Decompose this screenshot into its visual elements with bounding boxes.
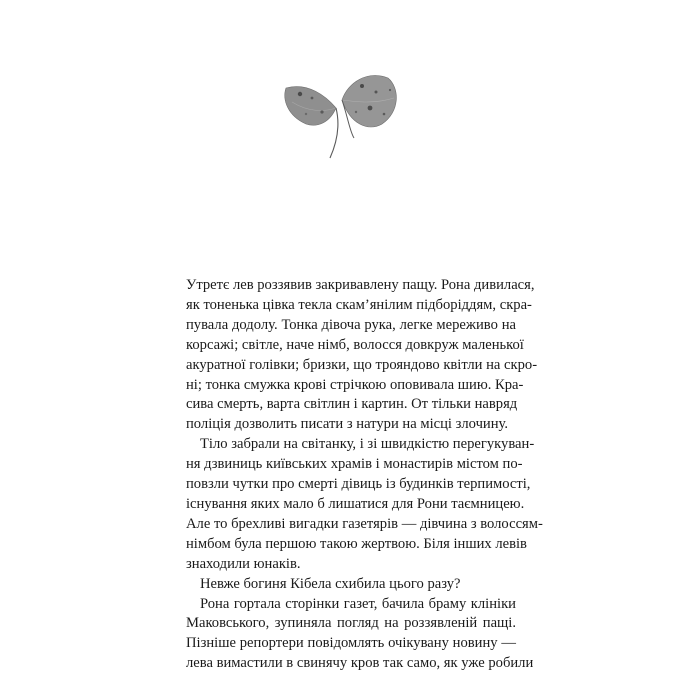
- text-line: знаходили юнаків.: [186, 555, 301, 572]
- ginkgo-leaves-icon: [278, 68, 408, 168]
- text-line: повзли чутки про смерті дівиць із будинків терпимості,: [186, 476, 531, 493]
- text-line: корсажі; світле, наче німб, волосся довкруж маленької: [186, 336, 524, 353]
- text-line: пувала додолу. Тонка дівоча рука, легке мереживо на: [186, 316, 516, 333]
- text-line: Але то брехливі вигадки газетярів — дівчина з волоссям-: [186, 515, 543, 532]
- text-line: Маковського, зупиняла погляд на роззявленій пащі.: [186, 615, 516, 632]
- text-line: як тоненька цівка текла скам’янілим підборіддям, скра-: [186, 296, 532, 313]
- paragraph: [186, 595, 534, 675]
- left-leaf: [285, 87, 336, 126]
- text-line: лева вимастили в свинячу кров так само, як уже робили: [186, 655, 534, 672]
- text-line: акуратної голівки; бризки, що трояндово квітли на скро-: [186, 356, 538, 373]
- text-line: існування яких мало б лишатися для Рони таємницею.: [186, 495, 525, 512]
- paragraph: [186, 435, 543, 574]
- text-line: поліція дозволить писати з натури на місці злочину.: [186, 416, 509, 433]
- text-line: ня дзвиниць київських храмів і монастирів містом по-: [186, 456, 523, 473]
- text-line: Утретє лев роззявив закривавлену пащу. Рона дивилася,: [186, 277, 535, 293]
- text-line: Тіло забрали на світанку, і зі швидкістю перегукуван-: [200, 436, 535, 453]
- body-text: [186, 276, 543, 674]
- text-line: німбом була першою такою жертвою. Біля інших левів: [186, 535, 527, 552]
- text-line: Невже богиня Кібела схибила цього разу?: [200, 575, 461, 592]
- text-line: Пізніше репортери повідомлять очікувану новину —: [186, 635, 516, 652]
- paragraph: [186, 575, 516, 595]
- text-line: сива смерть, варта світлин і картин. От тільки навряд: [186, 396, 518, 413]
- text-line: ні; тонка смужка крові стрічкою оповивала шию. Кра-: [186, 376, 524, 393]
- text-line: Рона гортала сторінки газет, бачила браму клініки: [200, 595, 516, 612]
- paragraph: [186, 276, 538, 435]
